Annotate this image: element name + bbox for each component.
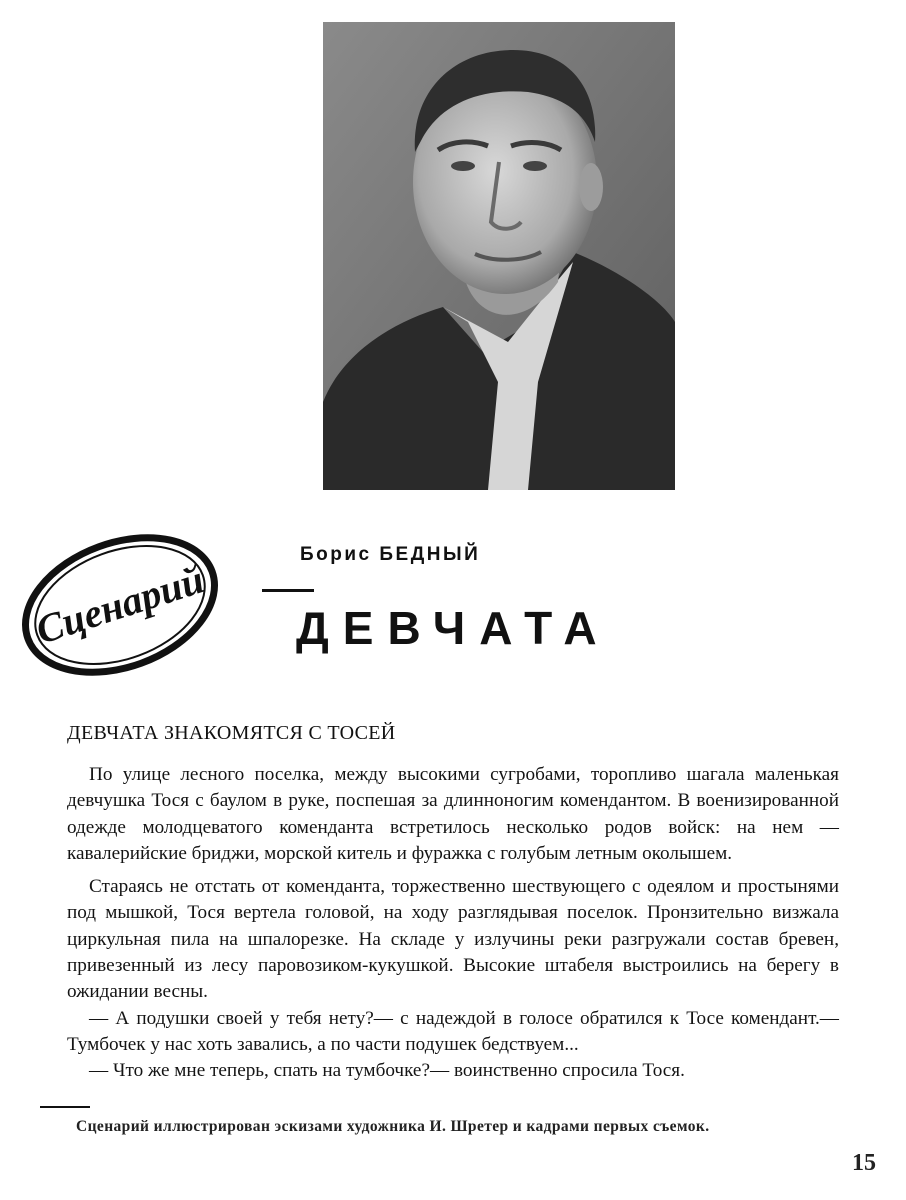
paragraph-1: По улице лесного поселка, между высокими сугробами, торопливо шагала маленькая девчушка Тося с баулом в руке, поспешая за длинноногим комендантом. В военизированной одежде молодцеватого коменданта встретилось несколько родов войск: на нем — кавалерийские бриджи, морской китель и фуражка с голубым летным околышем. bbox=[67, 764, 839, 864]
chapter-heading: ДЕВЧАТА ЗНАКОМЯТСЯ С ТОСЕЙ bbox=[67, 722, 396, 744]
scenario-stamp-graphic bbox=[14, 530, 226, 680]
paragraph-2: Стараясь не отстать от коменданта, торжественно шествующего с одеялом и простынями под мышкой, Тося вертела головой, на ходу разглядывая поселок. Пронзительно визжала циркульная пила на шпалорезке. На складе у излучины реки разгружали состав бревен, привезенный из лесу паровозиком-кукушкой. Высокие штабеля выстроились на берегу в ожидании весны. bbox=[67, 876, 839, 1003]
footnote-rule bbox=[40, 1106, 90, 1108]
paragraph-4: — Что же мне теперь, спать на тумбочке?— воинственно спросила Тося. bbox=[89, 1060, 685, 1082]
footnote: Сценарий иллюстрирован эскизами художника И. Шретер и кадрами первых съемок. bbox=[76, 1118, 710, 1135]
svg-text:Сценарий: Сценарий bbox=[30, 556, 210, 653]
author-portrait-photo bbox=[323, 22, 675, 490]
portrait-illustration bbox=[323, 22, 675, 490]
scenario-stamp-logo bbox=[14, 530, 226, 680]
title-rule-divider bbox=[262, 589, 314, 592]
page-number: 15 bbox=[852, 1150, 876, 1176]
author-name: Борис БЕДНЫЙ bbox=[300, 544, 481, 565]
body-text bbox=[67, 762, 839, 1085]
paragraph-3: — А подушки своей у тебя нету?— с надеждой в голосе обратился к Тосе комендант.— Тумбочек у нас хоть завались, а по части подушек бедствуем... bbox=[67, 1007, 839, 1055]
screenplay-title: ДЕВЧАТА bbox=[296, 602, 611, 654]
